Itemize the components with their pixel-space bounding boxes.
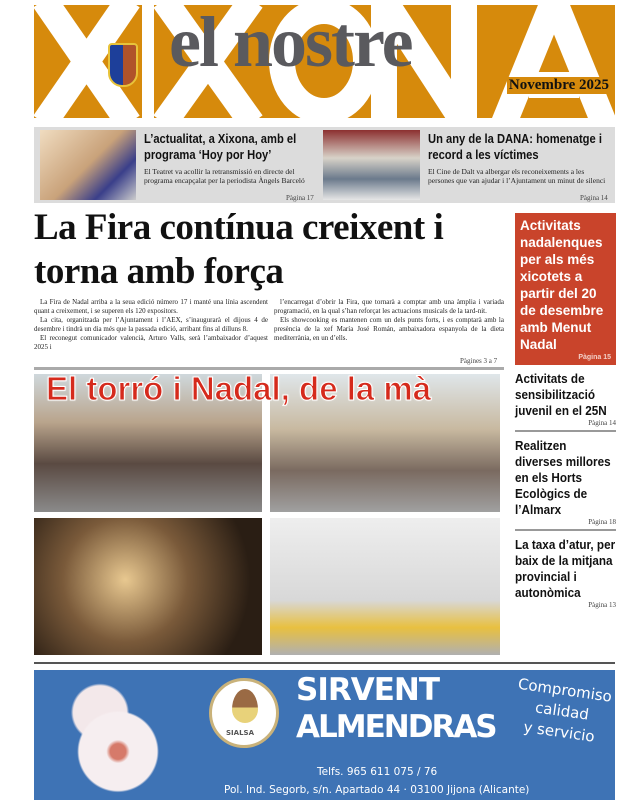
ad-brand-line2: ALMENDRAS (296, 709, 496, 745)
issue-date: Novembre 2025 (508, 77, 609, 93)
sidebar-item[interactable] (515, 531, 616, 612)
sidebar-featured[interactable] (515, 213, 616, 365)
coat-of-arms-icon (108, 43, 138, 87)
paragraph: Els showcooking es mantenen com un dels punts forts, i es comptarà amb la presència de la xef María José Román, ambaixadora espanyola de la dieta mediterrània, en un d’ells. (274, 316, 504, 342)
sidebar-item[interactable] (515, 365, 616, 432)
teaser-band (34, 127, 615, 203)
teaser-photo-dana (323, 130, 420, 200)
lead-column-1 (34, 298, 268, 352)
sidebar-page: Pàgina 13 (588, 601, 616, 609)
seal-text: SIALSA (226, 729, 254, 737)
paragraph: l’encarregat d’obrir la Fira, que tornarà a comptar amb una àmplia i variada programació, en la qual s’han reforçat les actuacions musicals de la tard-nit. (274, 298, 504, 315)
photo-torro-maker (270, 518, 500, 655)
paragraph: La cita, organitzada per l’Ajuntament i l’AEX, s’inaugurarà el dijous 4 de desembre i tindrà un dia més que la passada edició, arribant fins al dilluns 8. (34, 316, 268, 333)
photo-nativity-scene (34, 518, 262, 655)
lead-pages: Pàgines 3 a 7 (460, 357, 498, 365)
sialsa-seal (209, 678, 279, 748)
paragraph: El reconegut comunicador valencià, Arturo Valls, serà l’ambaixador d’aquest 2025 i (34, 334, 268, 351)
ad-phone: Telfs. 965 611 075 / 76 (317, 766, 438, 778)
almond-icon (232, 689, 258, 723)
slogan-line: y servicio (522, 717, 596, 746)
sidebar (515, 213, 616, 612)
sidebar-item[interactable] (515, 432, 616, 531)
sidebar-page: Pàgina 15 (578, 354, 611, 361)
divider (34, 662, 615, 664)
ad-brand-line1: SIRVENT (296, 672, 439, 708)
sidebar-page: Pàgina 18 (588, 518, 616, 526)
teaser-title[interactable]: L’actualitat, a Xixona, amb el programa ‘Hoy por Hoy’ (144, 131, 297, 162)
lead-column-2 (274, 298, 504, 343)
sidebar-title: Activitats de sensibilització juvenil en el 25N (515, 371, 607, 418)
sidebar-page: Pàgina 14 (588, 419, 616, 427)
ad-address: Pol. Ind. Segorb, s/n. Apartado 44 · 03100 Jijona (Alicante) (224, 784, 530, 796)
teaser-page: Pàgina 14 (580, 194, 608, 202)
almond-blossom-image (52, 680, 172, 800)
sidebar-title: Realitzen diverses millores en els Horts Ecològics de l’Almarx (515, 438, 611, 517)
sidebar-title: Activitats nadalenques per als més xicotets a partir del 20 de desembre amb Menut Nadal (520, 218, 604, 352)
ad-sirvent-almendras[interactable] (34, 670, 615, 800)
teaser-title[interactable]: Un any de la DANA: homenatge i record a les víctimes (428, 131, 602, 162)
lead-headline[interactable]: La Fira contínua creixent i torna amb força (34, 207, 444, 292)
teaser-page: Pàgina 17 (286, 194, 314, 202)
teaser-summary: El Cine de Dalt va albergar els reconeixements a les persones que van ajudar i l’Ajuntament un minut de silenci (428, 167, 606, 185)
masthead (34, 5, 615, 118)
masthead-el-nostre: el nostre (169, 5, 412, 82)
photo-overlay-title: El torró i Nadal, de la mà (46, 370, 432, 407)
slogan-line: Compromiso (516, 674, 614, 706)
slogan-line: calidad (534, 698, 591, 724)
teaser-photo-radio (40, 130, 136, 200)
sidebar-title: La taxa d’atur, per baix de la mitjana provincial i autonòmica (515, 537, 616, 600)
teaser-summary: El Teatret va acollir la retransmissió en directe del programa encapçalat per la periodista Àngels Barceló (144, 167, 305, 185)
ad-slogan (506, 673, 615, 750)
paragraph: La Fira de Nadal arriba a la seua edició número 17 i manté una línia ascendent quant a creixement, i se superen els 120 expositors. (34, 298, 268, 315)
